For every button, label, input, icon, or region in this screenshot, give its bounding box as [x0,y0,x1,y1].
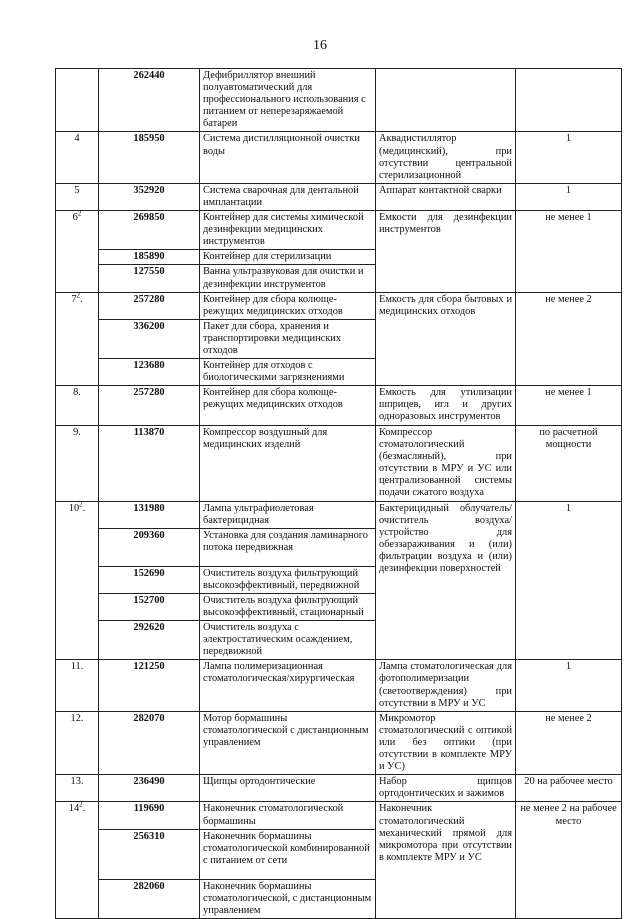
equipment-category: Емкость для сбора бытовых и медицинских отходов [376,292,516,386]
item-code: 336200 [99,319,200,358]
item-name: Контейнер для системы химической дезинфекции медицинских инструментов [200,211,376,250]
equipment-quantity: не менее 2 [516,292,622,386]
item-code: 152690 [99,566,200,593]
table-row [56,69,622,132]
equipment-category: Микромотор стоматологический с оптикой или без оптики (при отсутствии в комплекте МРУ и УС) [376,711,516,774]
equipment-quantity: 1 [516,501,622,660]
equipment-category: Бактерицидный облучатель/очиститель воздуха/устройство для обеззараживания и (или) фильтрации воздуха и (или) дезинфекции поверхностей [376,501,516,660]
item-name: Наконечник стоматологической бормашины [200,802,376,829]
item-code: 292620 [99,621,200,660]
page-number: 16 [313,38,327,53]
row-number: $14^2$. [56,802,99,918]
equipment-quantity: 1 [516,183,622,210]
equipment-category: Аппарат контактной сварки [376,183,516,210]
equipment-quantity: не менее 2 на рабочее место [516,802,622,918]
item-code: 257280 [99,386,200,425]
table-row [56,132,622,183]
item-code: 131980 [99,501,200,528]
item-name: Лампа полимеризационная стоматологическая/хирургическая [200,660,376,711]
item-code: 256310 [99,829,200,879]
item-name: Контейнер для сбора колюще-режущих медицинских отходов [200,386,376,425]
equipment-category [376,69,516,132]
item-code: 127550 [99,265,200,292]
item-name: Лампа ультрафиолетовая бактерицидная [200,501,376,528]
item-code: 257280 [99,292,200,319]
equipment-quantity: по расчетной мощности [516,425,622,501]
item-code: 236490 [99,775,200,802]
row-number: 9. [56,425,99,501]
row-number: 4 [56,132,99,183]
item-name: Установка для создания ламинарного потока передвижная [200,528,376,566]
item-code: 282060 [99,879,200,918]
item-name: Очиститель воздуха фильтрующий высокоэффективный, передвижной [200,566,376,593]
item-name: Контейнер для сбора колюще-режущих медицинских отходов [200,292,376,319]
equipment-category: Наконечник стоматологический механический прямой для микромотора при отсутствии в комплекте МРУ и УС [376,802,516,918]
item-code: 113870 [99,425,200,501]
item-name: Контейнер для стерилизации [200,250,376,265]
item-code: 185950 [99,132,200,183]
table-row [56,425,622,501]
equipment-quantity: 20 на рабочее место [516,775,622,802]
table-row [56,386,622,425]
item-name: Ванна ультразвуковая для очистки и дезинфекции инструментов [200,265,376,292]
item-code: 352920 [99,183,200,210]
equipment-quantity: 1 [516,132,622,183]
item-name: Дефибриллятор внешний полуавтоматический для профессионального использования с питанием от неперезаряжаемой батареи [200,69,376,132]
item-name: Система сварочная для дентальной имплантации [200,183,376,210]
row-number: 13. [56,775,99,802]
equipment-quantity [516,69,622,132]
item-code: 269850 [99,211,200,250]
item-name: Контейнер для отходов с биологическими загрязнениями [200,359,376,386]
equipment-category: Емкости для дезинфекции инструментов [376,211,516,293]
item-code: 152700 [99,593,200,620]
table-row [56,292,622,319]
equipment-quantity: не менее 1 [516,211,622,293]
table-row [56,711,622,774]
item-code: 209360 [99,528,200,566]
table-row [56,775,622,802]
table-row [56,802,622,829]
item-name: Пакет для сбора, хранения и транспортировки медицинских отходов [200,319,376,358]
item-name: Мотор бормашины стоматологической с дистанционным управлением [200,711,376,774]
equipment-quantity: не менее 1 [516,386,622,425]
row-number [56,69,99,132]
equipment-category: Аквадистиллятор (медицинский), при отсутствии центральной стерилизационной [376,132,516,183]
row-number: $7^2$. [56,292,99,386]
row-number: $6^2$ [56,211,99,293]
item-name: Очиститель воздуха фильтрующий высокоэффективный, стационарный [200,593,376,620]
row-number: 12. [56,711,99,774]
item-name: Компрессор воздушный для медицинских изделий [200,425,376,501]
table-row [56,660,622,711]
item-code: 119690 [99,802,200,829]
equipment-quantity: 1 [516,660,622,711]
row-number: $10^2$. [56,501,99,660]
row-number: 5 [56,183,99,210]
row-number: 11. [56,660,99,711]
item-code: 282070 [99,711,200,774]
table-row [56,183,622,210]
item-name: Наконечник бормашины стоматологической комбинированной с питанием от сети [200,829,376,879]
item-code: 262440 [99,69,200,132]
item-name: Очиститель воздуха с электростатическим осаждением, передвижной [200,621,376,660]
equipment-category: Лампа стоматологическая для фотополимеризации (светоотверждения) при отсутствии в МРУ и УС [376,660,516,711]
item-code: 121250 [99,660,200,711]
row-number: 8. [56,386,99,425]
table-row [56,211,622,250]
item-code: 123680 [99,359,200,386]
item-name: Наконечник бормашины стоматологической, с дистанционным управлением [200,879,376,918]
item-name: Система дистилляционной очистки воды [200,132,376,183]
equipment-category: Емкость для утилизации шприцев, игл и других одноразовых инструментов [376,386,516,425]
item-code: 185890 [99,250,200,265]
equipment-category: Набор щипцов ортодонтических и зажимов [376,775,516,802]
item-name: Щипцы ортодонтические [200,775,376,802]
equipment-quantity: не менее 2 [516,711,622,774]
table-row [56,501,622,528]
equipment-category: Компрессор стоматологический (безмасляный), при отсутствии в МРУ и УС или централизованной системы подачи сжатого воздуха [376,425,516,501]
equipment-table [55,68,622,919]
